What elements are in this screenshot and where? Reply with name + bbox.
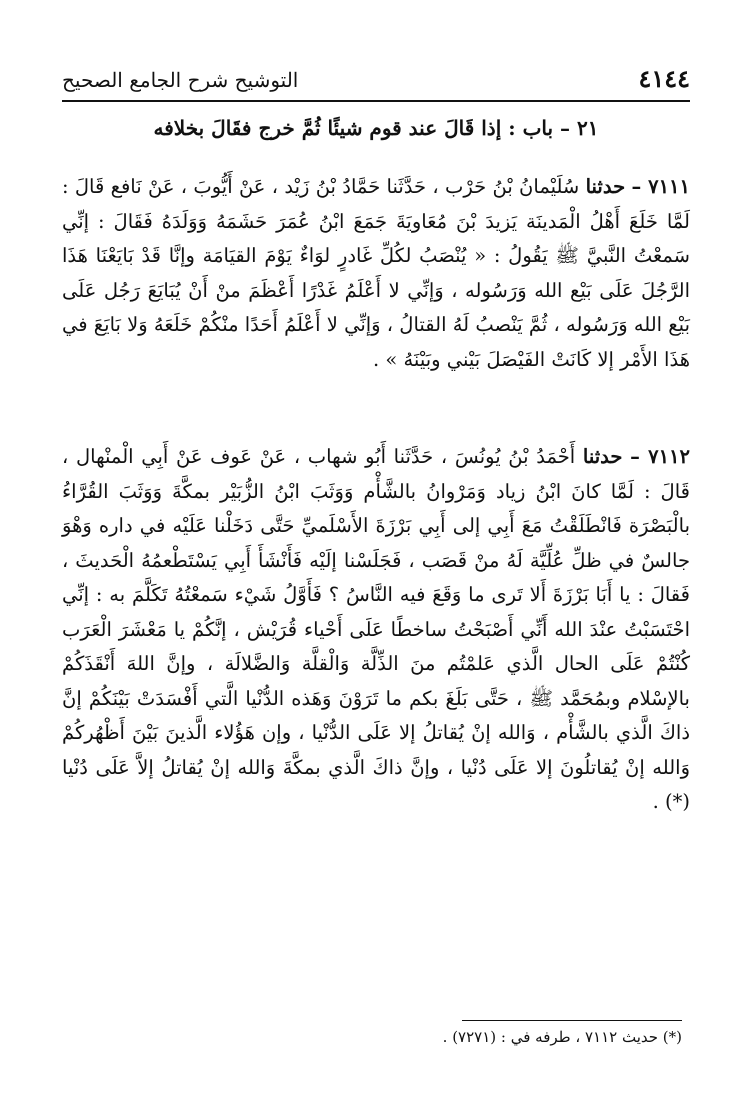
- header-divider: [62, 100, 690, 102]
- footnote: (*) حديث ٧١١٢ ، طرفه في : (٧٢٧١) .: [442, 1028, 682, 1046]
- page-number: ٤١٤٤: [638, 64, 690, 93]
- hadith-number: ٧١١١ –: [631, 175, 691, 198]
- hadith-7111: [62, 170, 690, 377]
- page-header: [62, 64, 690, 94]
- hadith-verb: حدثنا: [585, 175, 626, 198]
- hadith-text: أَحْمَدُ بْنُ يُونُسَ ، حَدَّثَنا أَبُو شهاب ، عَنْ عَوف عَنْ أَبِي الْمنْهال ، قَالَ : لَمَّا كانَ ابْنُ زياد وَمَرْوانُ بالشَّأْم وَوَثَبَ ابْنُ الزُّبَيْر بمكَّةَ وَوَثَبَ القُرَّاءُ بالْبَصْرَة فَانْطَلَقْتُ مَعَ أَبِي إلى أَبِي بَرْزَةَ الأَسْلَميِّ حَتَّى دَخَلْنا عَلَيْه في داره وَهْوَ جالسٌ في ظلِّ عُلِّيَّة لَهُ منْ قَصَب ، فَجَلَسْنا إلَيْه فَأَنْشَأَ أَبِي يَسْتَطْعمُهُ الْحَديثَ ، فَقالَ : يا أَبَا بَرْزَةَ أَلا تَرى ما وَقَعَ فيه النَّاسُ ؟ فَأَوَّلُ شَيْء سَمعْتُهُ تَكَلَّمَ به : إنِّي احْتَسَبْتُ عنْدَ الله أَنِّي أَصْبَحْتُ ساخطًا عَلَى أَحْياء قُرَيْش ، إنَّكُمْ يا مَعْشَرَ الْعَرَب كُنْتُمْ عَلَى الحال الَّذي عَلمْتُم منَ الذِّلَّة وَالْقلَّة وَالضَّلالَة ، وإنَّ اللهَ أَنْقَذَكُمْ بالإسْلام وبمُحَمَّد ﷺ ، حَتَّى بَلَغَ بكم ما تَرَوْنَ وَهَذه الدُّنْيا الَّتي أَفْسَدَتْ بَيْنَكُمْ إنَّ ذاكَ الَّذي بالشَّأْم ، وَالله إنْ يُقاتلُ إلا عَلَى الدُّنْيا ، وإن هَؤُلاء الَّذينَ بَيْنَ أَظْهُركُمْ وَالله إنْ يُقاتلُونَ إلا عَلَى دُنْيا ، وإنَّ ذاكَ الَّذي بمكَّةَ وَالله إنْ يُقاتلُ إلاَّ عَلَى دُنْيا (*) .: [62, 445, 690, 813]
- hadith-number: ٧١١٢ –: [630, 445, 691, 468]
- running-title: التوشيح شرح الجامع الصحيح: [62, 68, 299, 92]
- footnote-divider: [462, 1020, 682, 1021]
- hadith-text: سُلَيْمانُ بْنُ حَرْب ، حَدَّثَنا حَمَّادُ بْنُ زَيْد ، عَنْ أَيُّوبَ ، عَنْ نَافع قَالَ : لَمَّا خَلَعَ أَهْلُ الْمَدينَة يَزيدَ بْنَ مُعَاويَةَ جَمَعَ ابْنُ عُمَرَ حَشَمَهُ وَوَلَدَهُ فَقَالَ : إنِّي سَمعْتُ النَّبيَّ ﷺ يَقُولُ : « يُنْصَبُ لكُلِّ غَادرٍ لوَاءٌ يَوْمَ القيَامَة وإنَّا قَدْ بَايَعْنَا هَذَا الرَّجُلَ عَلَى بَيْع الله وَرَسُوله ، وَإنِّي لا أَعْلَمُ غَدْرًا أَعْظَمَ منْ أَنْ يُبَايَعَ رَجُل عَلَى بَيْع الله وَرَسُوله ، ثُمَّ يَنْصبُ لَهُ القتالُ ، وَإنِّي لا أَعْلَمُ أَحَدًا منْكُمْ خَلَعَهُ وَلا بَايَعَ في هَذَا الأَمْر إلا كَانَتْ الفَيْصَلَ بَيْني وبَيْنَهُ » .: [62, 175, 690, 371]
- hadith-verb: حدثنا: [582, 445, 623, 468]
- hadith-7112: [62, 440, 690, 820]
- chapter-heading: ٢١ – باب : إذا قَالَ عند قوم شيئًا ثُمَّ خرج فقَالَ بخلافه: [153, 116, 599, 140]
